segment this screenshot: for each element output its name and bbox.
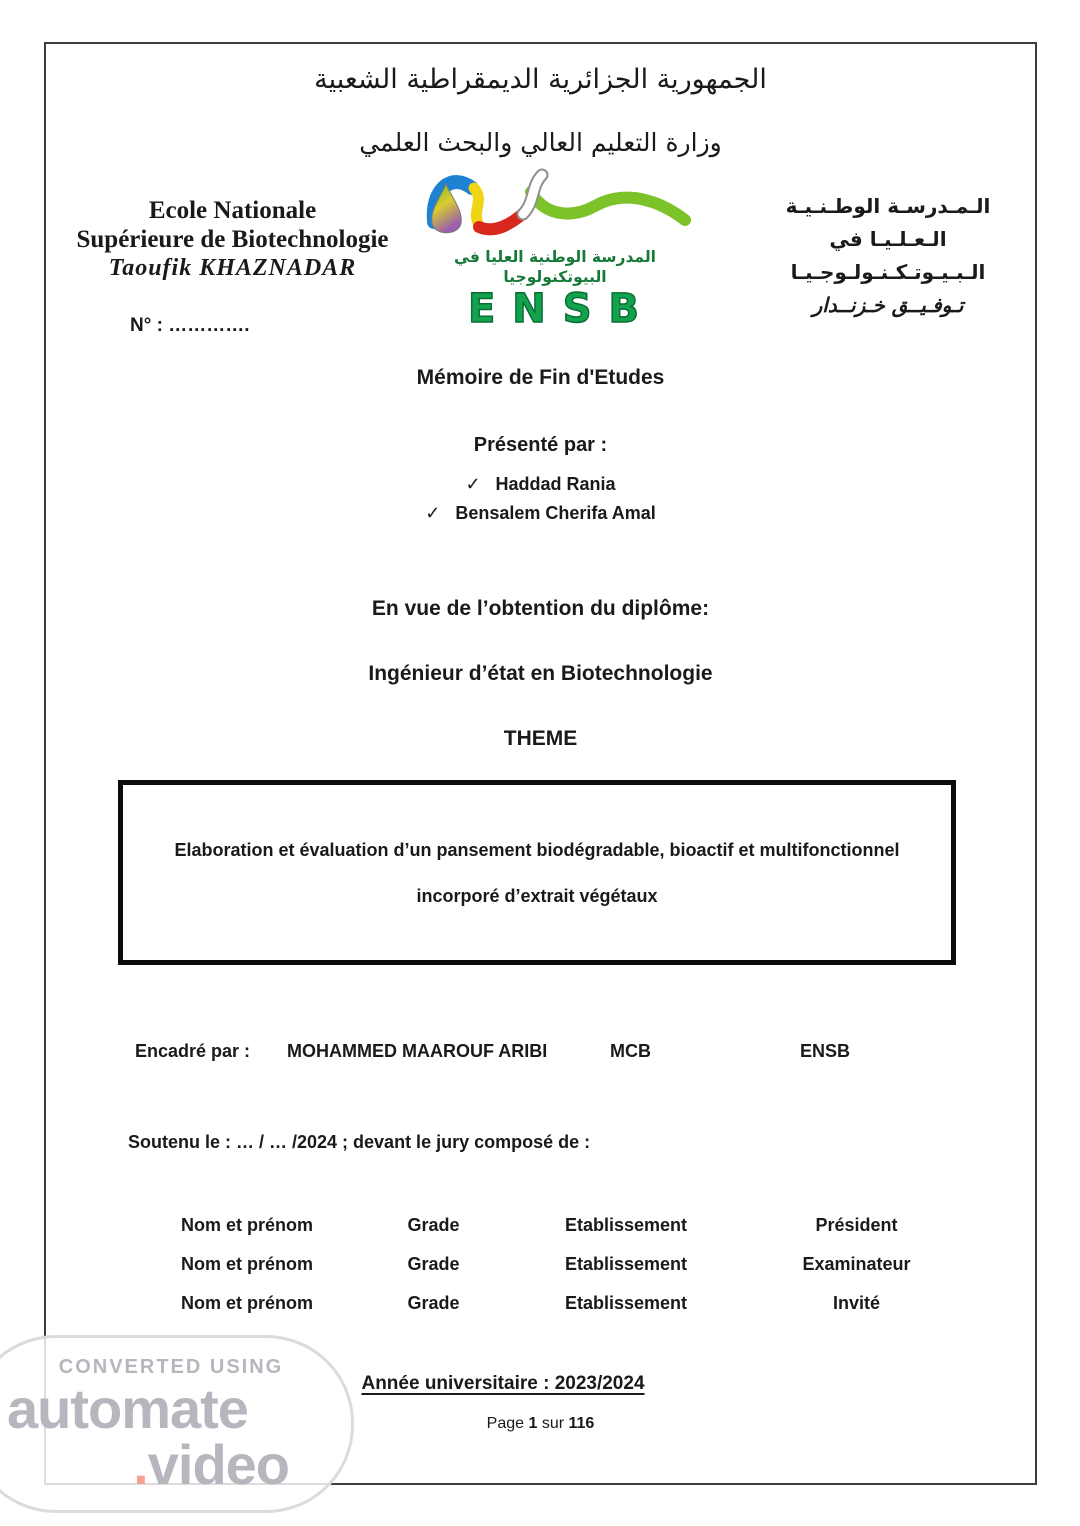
school-name-ar-line3: تـوفـيــق خـزنــدار (812, 293, 964, 317)
jury-member-grade: Grade (407, 1254, 460, 1274)
jury-member-role: Examinateur (802, 1254, 911, 1274)
author-item (44, 499, 1037, 528)
page-separator: sur (537, 1415, 569, 1432)
watermark-dot: . (133, 1433, 148, 1496)
jury-member-grade: Grade (407, 1215, 460, 1235)
logo-banner-arabic: المدرسة الوطنية العليا في البيوتكنولوجيا (454, 248, 656, 286)
jury-member-role: Invité (832, 1293, 880, 1313)
jury-member-institution: Etablissement (564, 1254, 688, 1274)
degree-purpose-line: En vue de l’obtention du diplôme: (371, 597, 710, 620)
jury-member-name: Nom et prénom (180, 1293, 313, 1313)
theme-box (118, 780, 956, 965)
author-name: Haddad Rania (495, 474, 616, 494)
theme-heading: THEME (503, 727, 578, 750)
jury-member-name: Nom et prénom (180, 1215, 313, 1235)
author-name: Bensalem Cherifa Amal (455, 503, 656, 523)
supervisor-label: Encadré par : (135, 1041, 251, 1061)
watermark-caption: CONVERTED USING (58, 1356, 284, 1378)
defense-date-line: Soutenu le : … / … /2024 ; devant le jury composé de : (128, 1132, 591, 1152)
jury-member-institution: Etablissement (564, 1293, 688, 1313)
supervisor-grade: MCB (610, 1041, 651, 1061)
ensb-logo-ribbons-icon (419, 162, 691, 246)
school-name-fr-line1: Ecole Nationale (148, 197, 317, 224)
page-word: Page (486, 1415, 529, 1432)
theme-text-line1: Elaboration et évaluation d’un pansement biodégradable, bioactif et multifonctionnel (174, 840, 900, 860)
watermark-brand-suffix: video (147, 1433, 289, 1496)
logo-acronym: ENSB (467, 286, 657, 332)
school-name-fr-line2: Supérieure de Biotechnologie (76, 226, 389, 253)
supervisor-name: MOHAMMED MAAROUF ARIBI (287, 1041, 548, 1061)
school-name-ar-line1: الـمـدرسـة الوطـنـيـة (785, 194, 991, 218)
ministry-title-arabic: وزارة التعليم العالي والبحث العلمي (359, 128, 722, 157)
republic-title-arabic: الجمهورية الجزائرية الديمقراطية الشعبية (314, 64, 767, 95)
jury-row (133, 1245, 967, 1284)
school-name-fr-line3: Taoufik KHAZNADAR (108, 255, 357, 281)
jury-member-name: Nom et prénom (180, 1254, 313, 1274)
memo-number-line: N° : …………. (130, 315, 250, 336)
school-name-ar-line2: الـعـلـيـا في الـبـيـوتـكـنـولـوجـيـا (790, 227, 986, 284)
watermark-brand-bottom (11, 1432, 289, 1497)
academic-year-line: Année universitaire : 2023/2024 (361, 1373, 645, 1394)
page-current: 1 (528, 1415, 538, 1432)
page-total: 116 (568, 1415, 595, 1432)
school-name-french (60, 196, 405, 283)
theme-text-line2: incorporé d’extrait végétaux (416, 886, 658, 906)
authors-list (44, 470, 1037, 528)
jury-row (133, 1284, 967, 1323)
jury-member-institution: Etablissement (564, 1215, 688, 1235)
jury-member-grade: Grade (407, 1293, 460, 1313)
presented-by-label: Présenté par : (473, 434, 608, 456)
checkmark-icon: ✓ (465, 474, 481, 494)
watermark-badge (0, 1335, 354, 1513)
supervisor-institution: ENSB (800, 1041, 851, 1061)
jury-table (133, 1206, 967, 1323)
ensb-logo (413, 162, 697, 331)
author-item (44, 470, 1037, 499)
jury-row (133, 1206, 967, 1245)
jury-member-role: Président (815, 1215, 898, 1235)
school-name-arabic (742, 190, 1034, 322)
degree-name-line: Ingénieur d’état en Biotechnologie (368, 662, 713, 685)
watermark-brand-top: automate (7, 1377, 248, 1440)
document-title: Mémoire de Fin d'Etudes (416, 366, 665, 389)
checkmark-icon: ✓ (425, 503, 441, 523)
